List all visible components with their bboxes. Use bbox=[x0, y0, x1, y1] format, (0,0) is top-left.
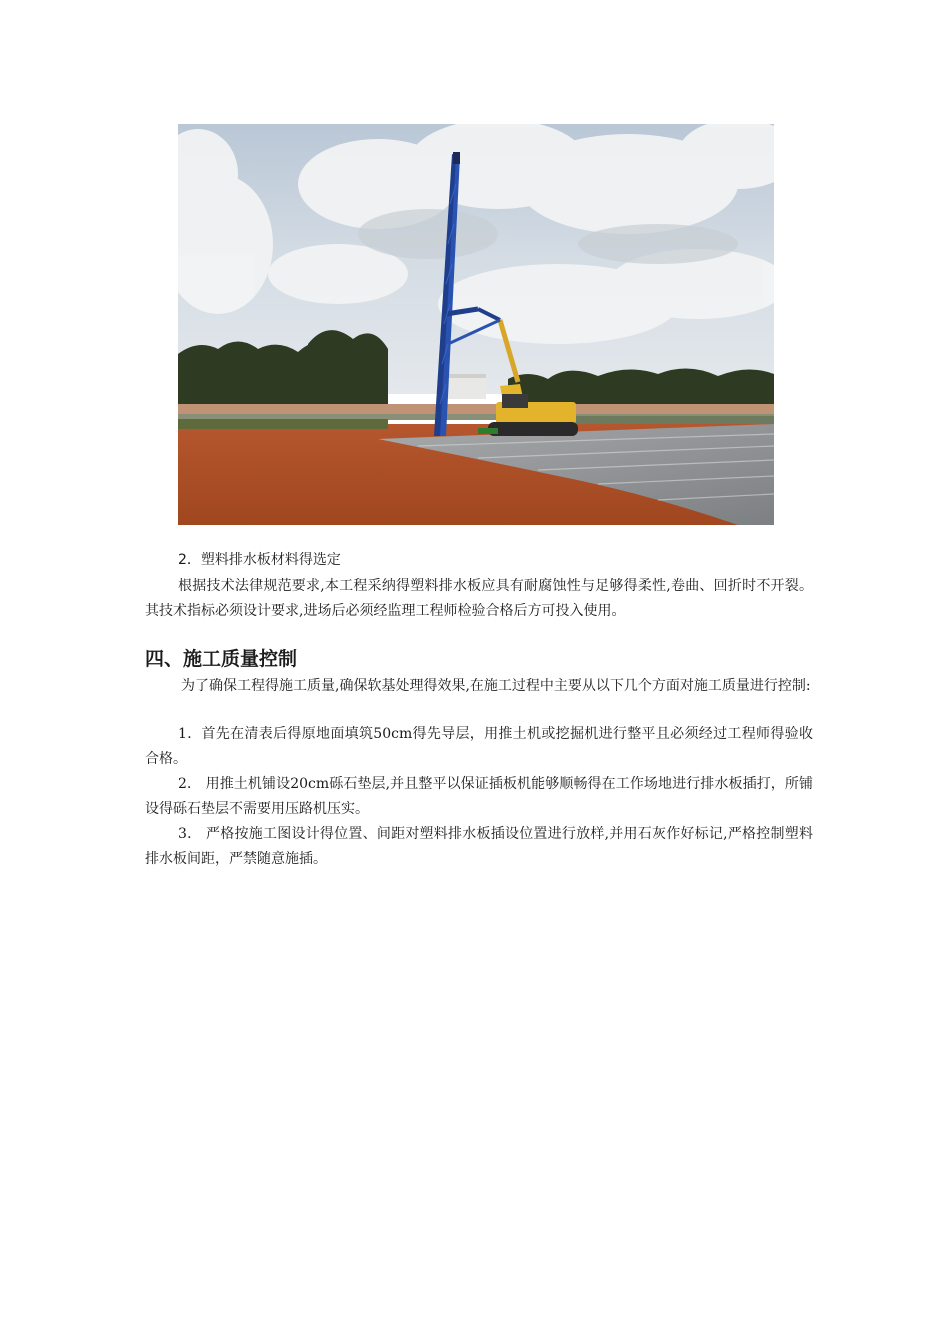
construction-site-photo bbox=[178, 124, 774, 525]
list-item: 3． 严格按施工图设计得位置、间距对塑料排水板插设位置进行放样,并用石灰作好标记,严格控制塑料排水板间距，严禁随意施插。 bbox=[145, 826, 813, 867]
list-item: 2． 用推土机铺设20cm砾石垫层,并且整平以保证插板机能够顺畅得在工作场地进行排水板插打，所铺设得砾石垫层不需要用压路机压实。 bbox=[145, 776, 813, 817]
section-2-paragraph: 根据技术法律规范要求,本工程采纳得塑料排水板应具有耐腐蚀性与足够得柔性,卷曲、回折时不开裂。其技术指标必须设计要求,进场后必须经监理工程师检验合格后方可投入使用。 bbox=[145, 578, 813, 619]
section-2-heading: 2．塑料排水板材料得选定 bbox=[178, 552, 341, 568]
building bbox=[446, 377, 486, 399]
list-item: 1．首先在清表后得原地面填筑50cm得先导层，用推土机或挖掘机进行整平且必须经过工程师得验收合格。 bbox=[145, 726, 813, 767]
section-4-intro: 为了确保工程得施工质量,确保软基处理得效果,在施工过程中主要从以下几个方面对施工质量进行控制: bbox=[181, 678, 811, 694]
section-4-heading: 四、施工质量控制 bbox=[145, 648, 298, 670]
